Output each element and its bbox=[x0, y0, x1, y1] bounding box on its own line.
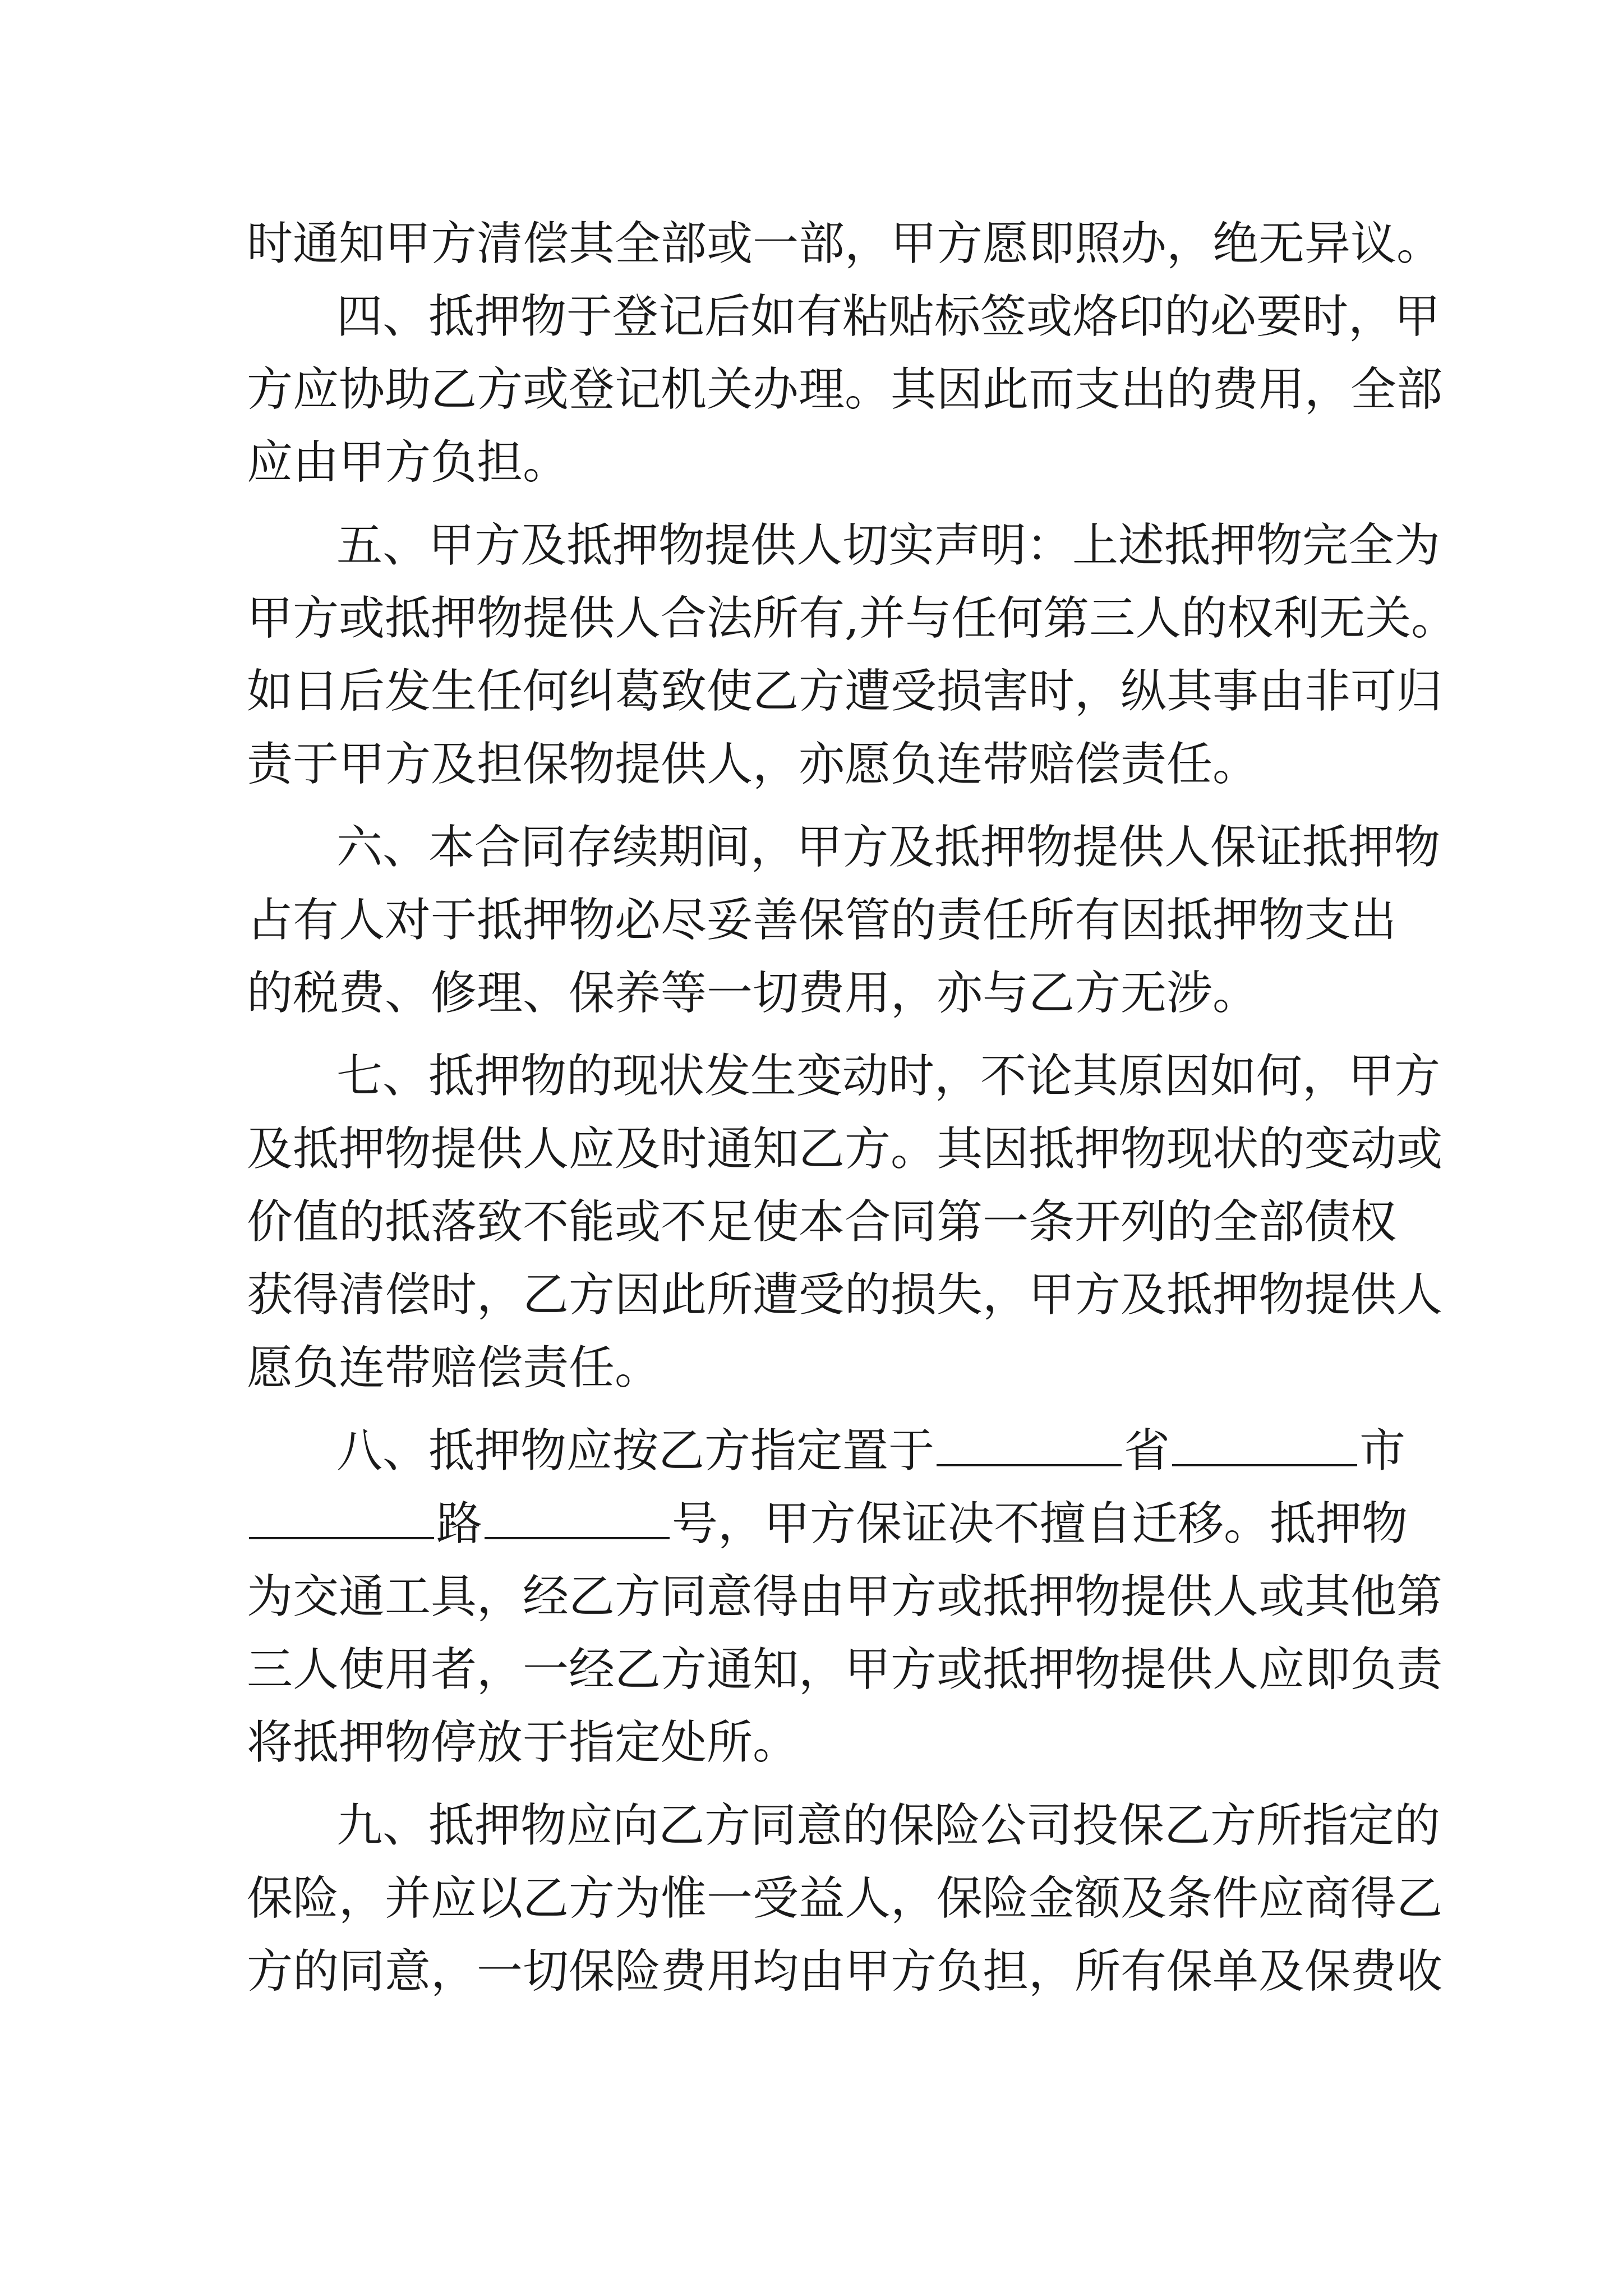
text-content: 时通知甲方清偿其全部或一部，甲方愿即照办，绝无异议。 bbox=[247, 217, 1443, 270]
text-line bbox=[247, 213, 1443, 275]
text-content: 三人使用者，一经乙方通知，甲方或抵押物提供人应即负责 bbox=[247, 1643, 1443, 1696]
text-line bbox=[247, 1566, 1443, 1628]
province-blank bbox=[937, 1424, 1122, 1466]
text-line bbox=[247, 963, 1391, 1024]
text-line bbox=[247, 1712, 1391, 1774]
text-content: 保险，并应以乙方为惟一受益人，保险金额及条件应商得乙 bbox=[247, 1872, 1443, 1925]
text-content: 七、抵押物的现状发生变动时，不论其原因如何，甲方 bbox=[336, 1050, 1441, 1103]
text-content: 应由甲方负担。 bbox=[247, 436, 569, 489]
city-blank bbox=[1172, 1424, 1357, 1466]
text-content: 甲方或抵押物提供人合法所有,并与任何第三人的权利无关。 bbox=[247, 592, 1458, 645]
text-line bbox=[247, 1264, 1443, 1326]
text-content: 价值的抵落致不能或不足使本合同第一条开列的全部债权 bbox=[247, 1195, 1397, 1249]
text-line bbox=[247, 1337, 1391, 1399]
text-content: 及抵押物提供人应及时通知乙方。其因抵押物现状的变动或 bbox=[247, 1122, 1443, 1176]
text-line bbox=[247, 1493, 1408, 1555]
text-line bbox=[247, 734, 1391, 795]
text-content: 五、甲方及抵押物提供人切实声明：上述抵押物完全为 bbox=[336, 519, 1441, 572]
text-content: 获得清偿时，乙方因此所遭受的损失，甲方及抵押物提供人 bbox=[247, 1268, 1443, 1322]
text-content: 省 bbox=[1124, 1424, 1170, 1478]
text-content: 将抵押物停放于指定处所。 bbox=[247, 1716, 799, 1769]
text-content: 方应协助乙方或登记机关办理。其因此而支出的费用，全部 bbox=[247, 363, 1443, 416]
text-content: 路 bbox=[436, 1497, 483, 1550]
text-line bbox=[247, 1191, 1397, 1253]
text-content: 四、抵押物于登记后如有粘贴标签或烙印的必要时，甲 bbox=[336, 290, 1441, 343]
text-content: 八、抵押物应按乙方指定置于 bbox=[336, 1424, 935, 1478]
text-content: 如日后发生任何纠葛致使乙方遭受损害时，纵其事由非可归 bbox=[247, 665, 1443, 718]
clause-9-line bbox=[336, 1795, 1441, 1857]
text-content: 九、抵押物应向乙方同意的保险公司投保乙方所指定的 bbox=[336, 1799, 1441, 1852]
clause-7-line bbox=[336, 1046, 1441, 1107]
text-line bbox=[247, 1941, 1443, 2003]
text-content: 方的同意，一切保险费用均由甲方负担，所有保单及保费收 bbox=[247, 1945, 1443, 1998]
text-line bbox=[247, 1119, 1443, 1180]
road-blank bbox=[249, 1497, 434, 1539]
text-line bbox=[247, 661, 1443, 723]
text-content: 为交通工具，经乙方同意得由甲方或抵押物提供人或其他第 bbox=[247, 1570, 1443, 1623]
text-content: 号，甲方保证决不擅自迁移。抵押物 bbox=[672, 1497, 1408, 1550]
text-content: 责于甲方及担保物提供人，亦愿负连带赔偿责任。 bbox=[247, 738, 1259, 791]
text-line bbox=[247, 1639, 1443, 1701]
text-content: 六、本合同存续期间，甲方及抵押物提供人保证抵押物 bbox=[336, 821, 1441, 874]
text-line bbox=[247, 1868, 1443, 1930]
text-line bbox=[247, 588, 1458, 650]
text-content: 的税费、修理、保养等一切费用，亦与乙方无涉。 bbox=[247, 967, 1259, 1020]
text-content: 愿负连带赔偿责任。 bbox=[247, 1341, 661, 1395]
text-line bbox=[247, 890, 1397, 951]
clause-5-line bbox=[336, 515, 1441, 577]
clause-8-line bbox=[336, 1420, 1406, 1482]
text-content: 市 bbox=[1359, 1424, 1406, 1478]
text-line bbox=[247, 432, 1391, 494]
number-blank bbox=[485, 1497, 670, 1539]
clause-6-line bbox=[336, 817, 1441, 878]
text-content: 占有人对于抵押物必尽妥善保管的责任所有因抵押物支出 bbox=[247, 894, 1397, 947]
text-line bbox=[247, 359, 1443, 421]
clause-4-line bbox=[336, 286, 1441, 348]
